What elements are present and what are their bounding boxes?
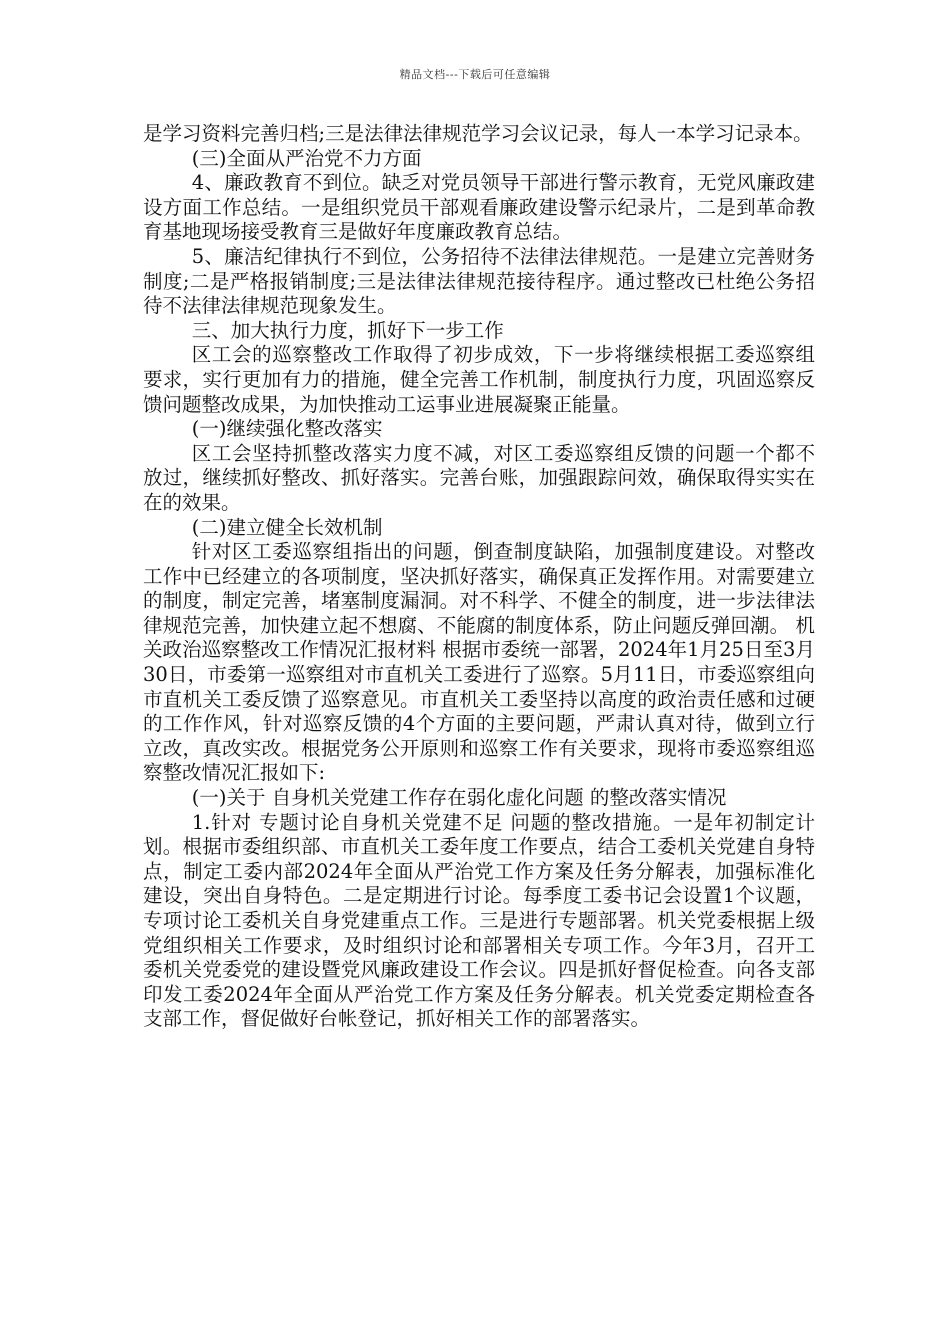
- section-heading: (三)全面从严治党不力方面: [191, 146, 422, 170]
- paragraph: 5、廉洁纪律执行不到位，公务招待不法律法律规范。一是建立完善财务制度;二是严格报销制度;三是法律法律规范接待程序。通过整改已杜绝公务招待不法律法律规范现象发生。: [143, 244, 815, 318]
- paragraph: 针对区工委巡察组指出的问题，倒查制度缺陷，加强制度建设。对整改工作中已经建立的各项制度，坚决抓好落实，确保真正发挥作用。对需要建立的制度，制定完善，堵塞制度漏洞。对不科学、不健全的制度，进一步法律法律规范完善，加快建立起不想腐、不能腐的制度体系，防止问题反弹回潮。 机关政治巡察整改工作情况汇报材料 根据市委统一部署，2024年1月25日至3月30日，市委第一巡察组对市直机关工委进行了巡察。5月11日，市委巡察组向市直机关工委反馈了巡察意见。市直机关工委坚持以高度的政治责任感和过硬的工作作风，针对巡察反馈的4个方面的主要问题，严肃认真对待，做到立行立改，真改实改。根据党务公开原则和巡察工作有关要求，现将市委巡察组巡察整改情况汇报如下:: [143, 540, 815, 785]
- paragraph: 4、廉政教育不到位。缺乏对党员领导干部进行警示教育，无党风廉政建设方面工作总结。一是组织党员干部观看廉政建设警示纪录片，二是到革命教育基地现场接受教育三是做好年度廉政教育总结。: [143, 171, 815, 244]
- section-heading: (二)建立健全长效机制: [191, 515, 383, 539]
- section-heading: 三、加大执行力度，抓好下一步工作: [191, 318, 504, 342]
- section-heading: (一)继续强化整改落实: [191, 417, 383, 441]
- document-body: [143, 122, 815, 1032]
- paragraph: 区工会的巡察整改工作取得了初步成效，下一步将继续根据工委巡察组要求，实行更加有力的措施，健全完善工作机制，制度执行力度，巩固巡察反馈问题整改成果，为加快推动工运事业进展凝聚正能量。: [143, 343, 815, 416]
- paragraph: 1.针对 专题讨论自身机关党建不足 问题的整改措施。一是年初制定计划。根据市委组织部、市直机关工委年度工作要点，结合工委机关党建自身特点，制定工委内部2024年全面从严治党工作方案及任务分解表，加强标准化建设，突出自身特色。二是定期进行讨论。每季度工委书记会设置1个议题，专项讨论工委机关自身党建重点工作。三是进行专题部署。机关党委根据上级党组织相关工作要求，及时组织讨论和部署相关专项工作。今年3月，召开工委机关党委党的建设暨党风廉政建设工作会议。四是抓好督促检查。向各支部印发工委2024年全面从严治党工作方案及任务分解表。机关党委定期检查各支部工作，督促做好台帐登记，抓好相关工作的部署落实。: [143, 810, 815, 1031]
- page-header: 精品文档---下载后可任意编辑: [399, 68, 551, 81]
- paragraph: 是学习资料完善归档;三是法律法律规范学习会议记录，每人一本学习记录本。: [143, 122, 813, 145]
- section-heading: (一)关于 自身机关党建工作存在弱化虚化问题 的整改落实情况: [191, 786, 727, 810]
- paragraph: 区工会坚持抓整改落实力度不减，对区工委巡察组反馈的问题一个都不放过，继续抓好整改、抓好落实。完善台账，加强跟踪问效，确保取得实实在在的效果。: [143, 441, 815, 514]
